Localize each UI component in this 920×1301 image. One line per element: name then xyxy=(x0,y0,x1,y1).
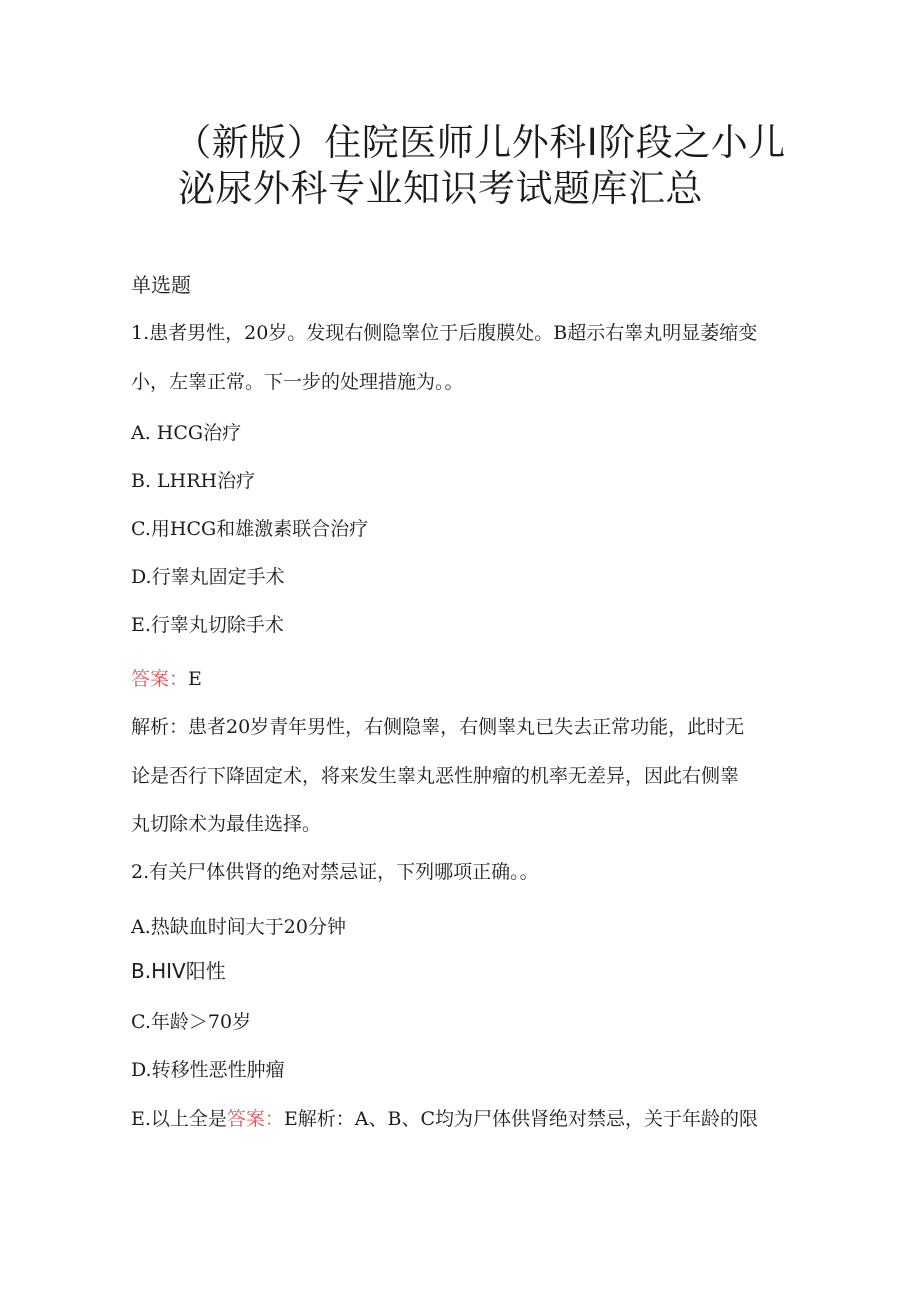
section-label: 单选题 xyxy=(131,273,191,297)
answer-label: 答案： xyxy=(226,1108,284,1130)
question-2-option-e: E.以上全是 xyxy=(131,1108,227,1130)
question-1-option-d: D.行睾丸固定手术 xyxy=(131,566,285,588)
question-1-analysis-line-1: 解析：患者20岁青年男性，右侧隐睾，右侧睾丸已失去正常功能，此时无 xyxy=(131,716,745,738)
question-2-option-e-with-answer xyxy=(131,1106,758,1132)
answer-value: E xyxy=(188,668,202,690)
question-1-answer xyxy=(131,666,202,692)
question-1-option-e: E.行睾丸切除手术 xyxy=(131,614,284,636)
question-2-option-a: A.热缺血时间大于20分钟 xyxy=(131,916,346,938)
document-title-line-1: （新版）住院医师儿外科Ⅰ阶段之小儿 xyxy=(174,121,786,164)
question-1-analysis-line-2: 论是否行下降固定术，将来发生睾丸恶性肿瘤的机率无差异，因此右侧睾 xyxy=(131,765,740,787)
question-2-option-c: C.年龄＞70岁 xyxy=(131,1011,252,1033)
question-2-option-d: D.转移性恶性肿瘤 xyxy=(131,1059,285,1081)
question-1-option-b: B. LHRH治疗 xyxy=(131,470,256,492)
question-2-option-b: B.HIV阳性 xyxy=(131,959,226,983)
question-1-stem-line-1: 1.患者男性，20岁。发现右侧隐睾位于后腹膜处。B超示右睾丸明显萎缩变 xyxy=(131,322,758,344)
question-1-analysis-line-3: 丸切除术为最佳选择。 xyxy=(131,813,322,835)
question-1-option-a: A. HCG治疗 xyxy=(131,422,242,444)
question-1-stem-line-2: 小，左睾正常。下一步的处理措施为。。 xyxy=(131,371,464,393)
answer-label: 答案： xyxy=(131,668,189,690)
question-2-stem: 2.有关尸体供肾的绝对禁忌证，下列哪项正确。。 xyxy=(131,861,539,883)
document-title-line-2: 泌尿外科专业知识考试题库汇总 xyxy=(178,167,703,210)
question-1-option-c: C.用HCG和雄激素联合治疗 xyxy=(131,518,369,540)
question-2-analysis-start: E解析：A、B、C均为尸体供肾绝对禁忌，关于年龄的限 xyxy=(283,1108,759,1130)
